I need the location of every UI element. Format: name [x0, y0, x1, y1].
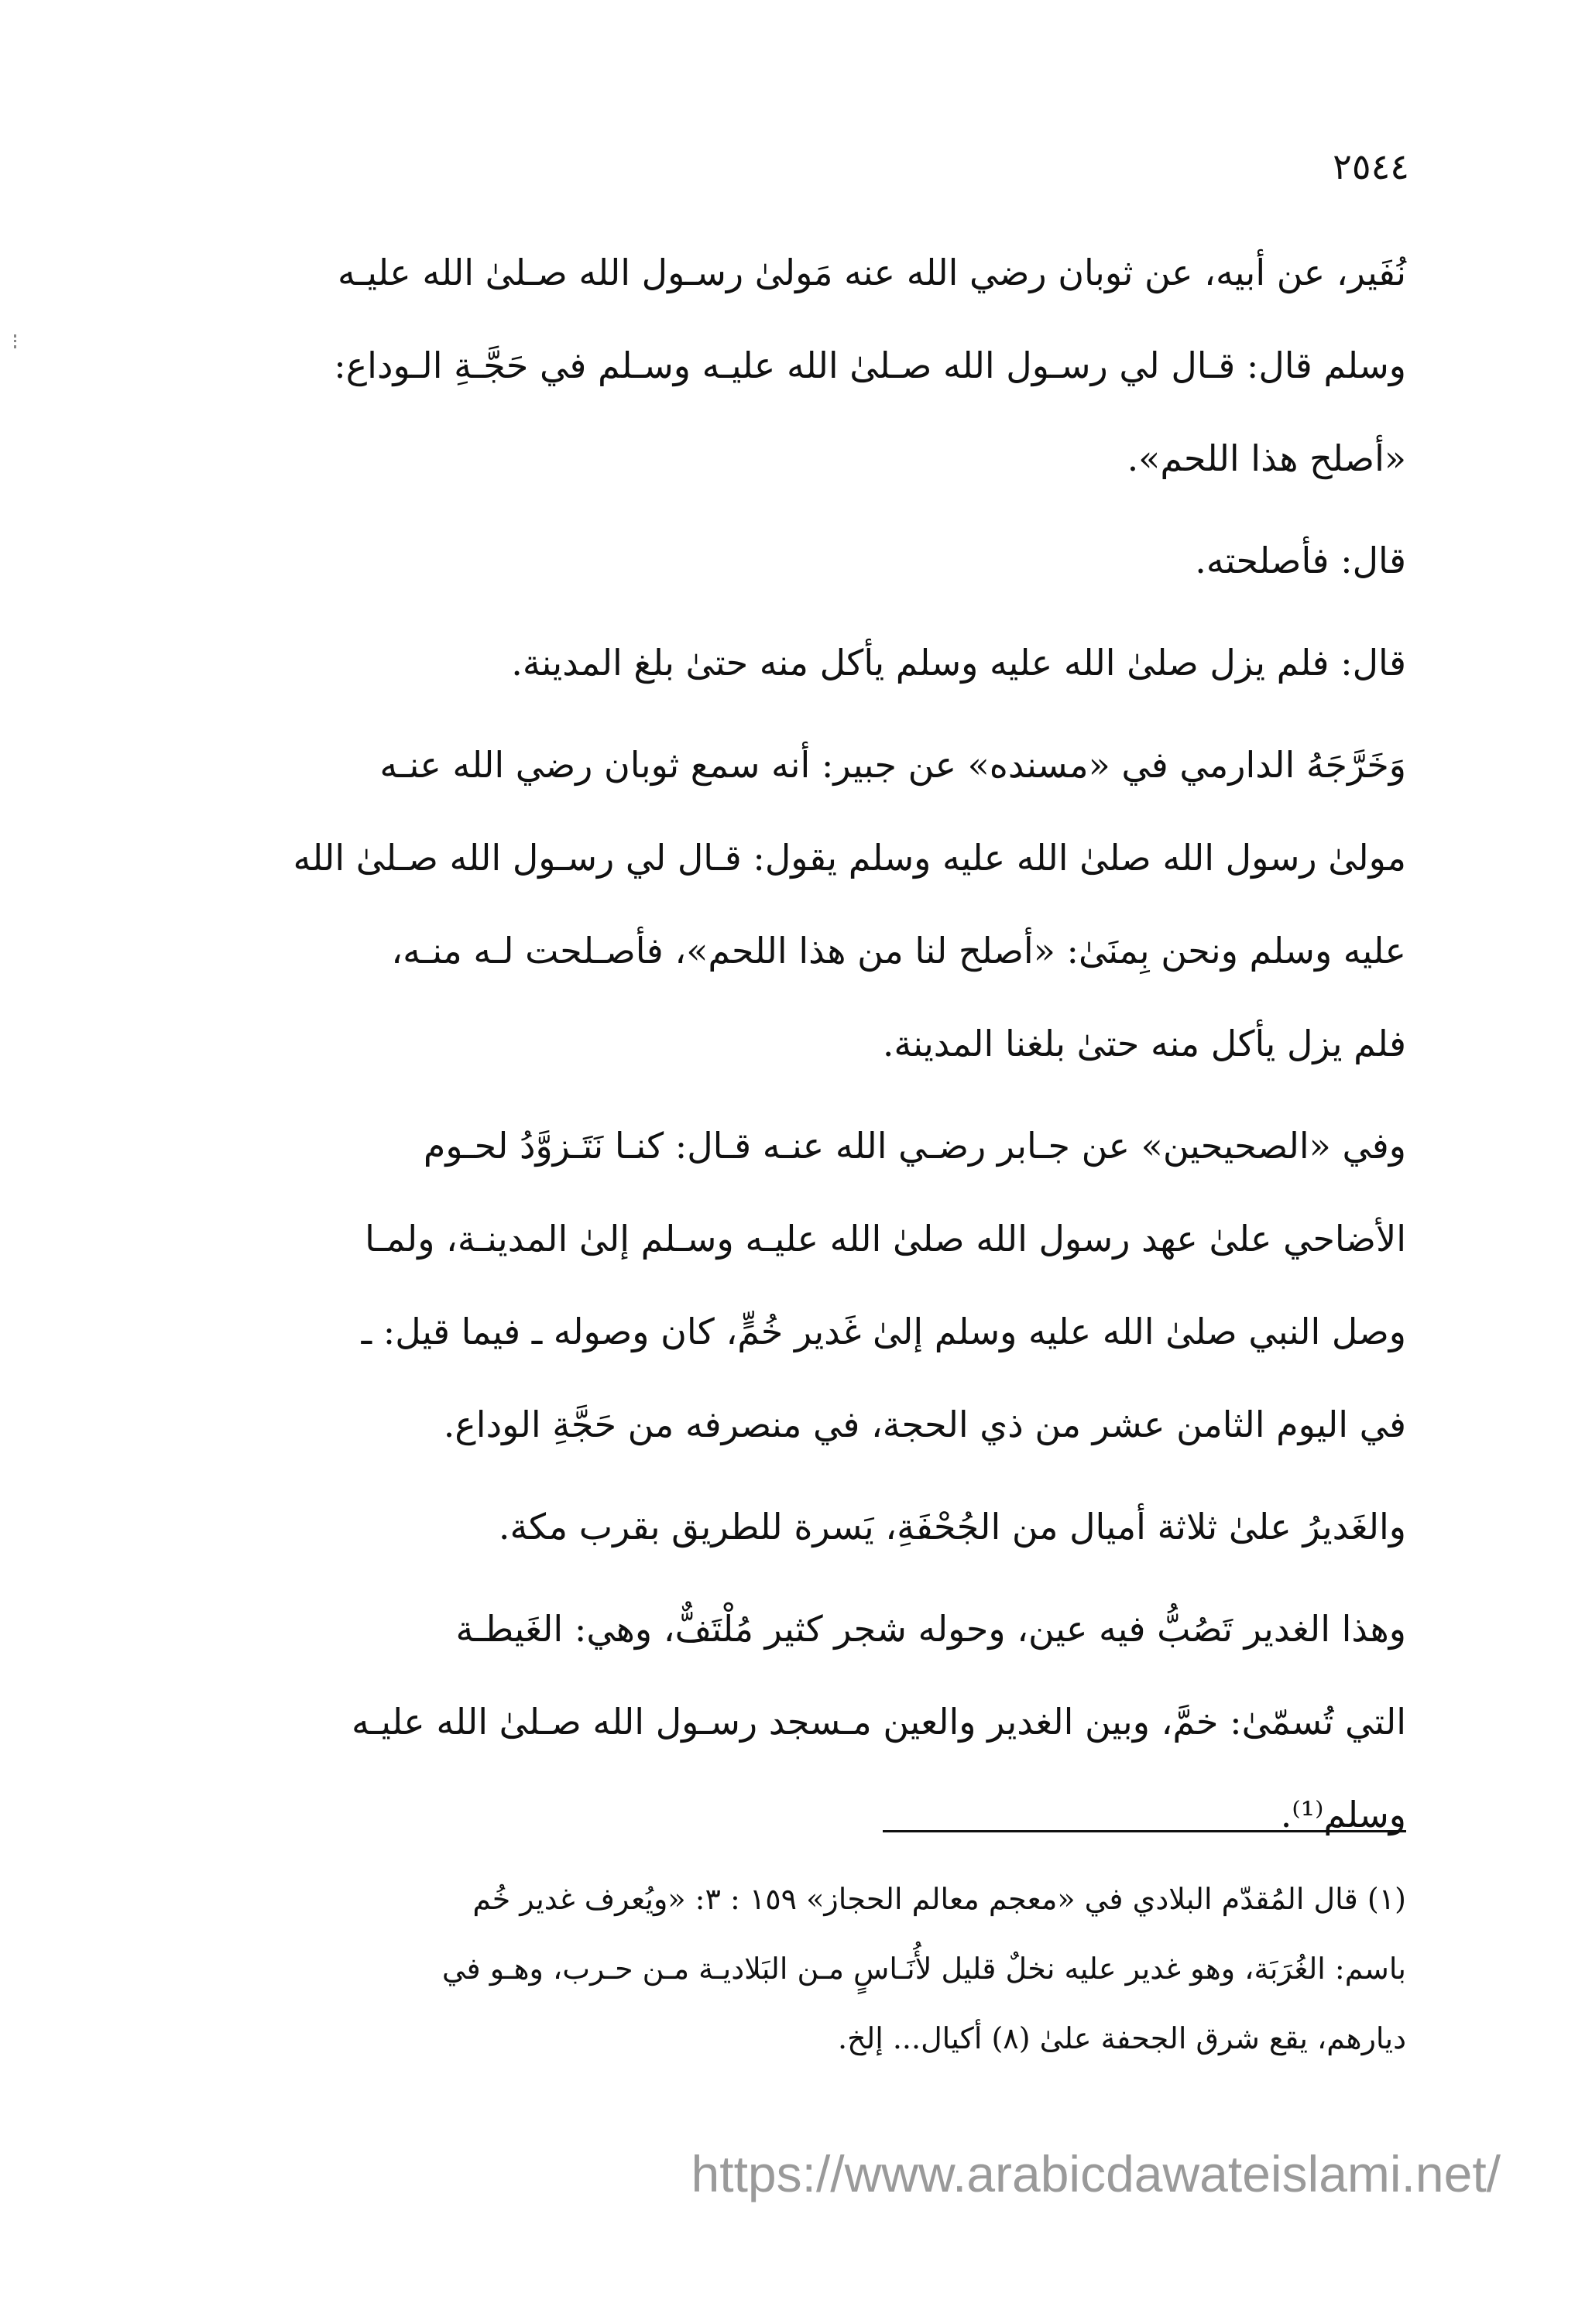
paragraph-qala-fa-lam-yazal: قال: فلم يزل صلىٰ الله عليه وسلم يأكل منه حتىٰ بلغ المدينة. — [511, 642, 1406, 684]
page-number: ٢٥٤٤ — [1333, 146, 1409, 187]
main-text — [183, 226, 1406, 1870]
paragraph-qala-fa-aslahtuh: قال: فأصلحته. — [1195, 540, 1406, 581]
paragraph-sahihayn: وفي «الصحيحين» عن جـابر رضـي الله عنـه قـال: كنـا نَتَـزوَّدُ لحـوم الأضاحي علىٰ عهد رسول الله صلىٰ الله عليـه وسـلم إلىٰ المدينـة، ولمـا وصل النبي صلىٰ الله عليه وسلم إلىٰ غَدير خُمٍّ، كان وصوله ـ فيما قيل: ـ في اليوم الثامن عشر من ذي الحجة، في منصرفه من حَجَّةِ الوداع. — [361, 1125, 1406, 1445]
paragraph-thawban-hadith: نُفَير، عن أبيه، عن ثوبان رضي الله عنه مَولىٰ رسـول الله صـلىٰ الله عليـه وسلم قال: قـال لي رسـول الله صـلىٰ الله عليـه وسـلم في حَجَّـةِ الـوداع: «أصلح هذا اللحم». — [334, 252, 1406, 479]
margin-mark — [14, 334, 19, 348]
paragraph-ghadir-location: والغَديرُ علىٰ ثلاثة أميال من الجُحْفَةِ، يَسرة للطريق بقرب مكة. — [498, 1506, 1406, 1548]
footnote-1: (١) قال المُقدّم البلادي في «معجم معالم الحجاز» ١٥٩ : ٣: «ويُعرف غدير خُم باسم: الغُرَبَة، وهو غدير عليه نخلٌ قليل لأُنَـاسٍ مـن البَلاديـة مـن حـرب، وهـو في ديارهم، يقع شرق الجحفة علىٰ (٨) أكيال... إلخ. — [441, 1882, 1406, 2055]
paragraph-ghadir-description: وهذا الغدير تَصُبُّ فيه عين، وحوله شجر كثير مُلْتَفٌّ، وهي: الغَيطـة التي تُسمّىٰ: خمَّ، وبين الغدير والعين مـسجد رسـول الله صـلىٰ الله عليـه وسلم⁽¹⁾. — [352, 1608, 1406, 1836]
watermark-url: https://www.arabicdawateislami.net/ — [691, 2145, 1501, 2202]
footnote-divider — [883, 1830, 1406, 1832]
paragraph-darimi: وَخَرَّجَهُ الدارمي في «مسنده» عن جبير: أنه سمع ثوبان رضي الله عنـه مولىٰ رسول الله صلىٰ الله عليه وسلم يقول: قـال لي رسـول الله صـلىٰ الله عليه وسلم ونحن بِمنَىٰ: «أصلح لنا من هذا اللحم»، فأصـلحت لـه منـه، فلم يزل يأكل منه حتىٰ بلغنا المدينة. — [293, 744, 1406, 1064]
